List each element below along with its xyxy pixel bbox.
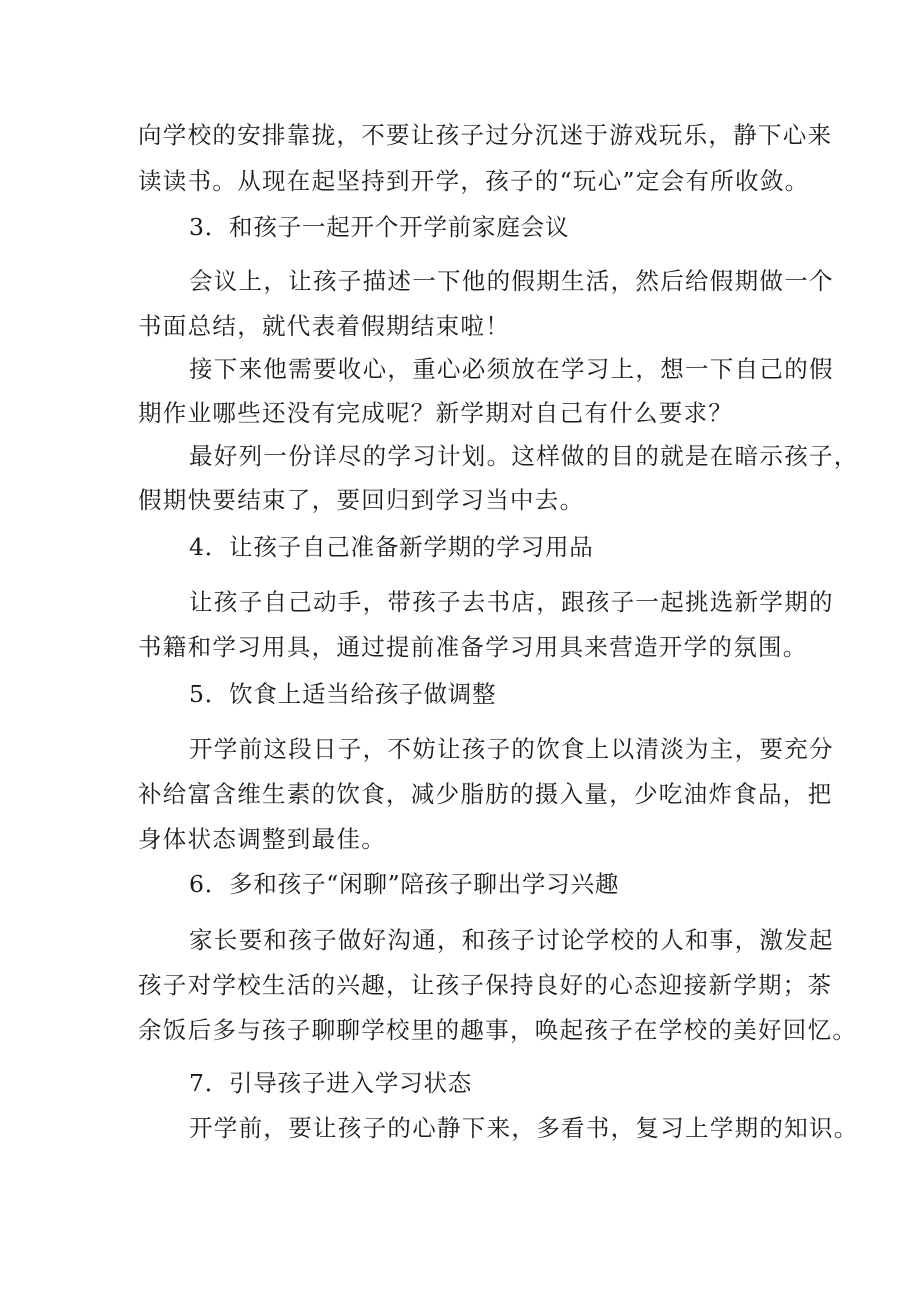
paragraph-line: 补给富含维生素的饮食，减少脂肪的摄入量，少吃油炸食品，把 [138, 780, 833, 808]
paragraph-line: 读读书。从现在起坚持到开学，孩子的“玩心”定会有所收敛。 [138, 167, 810, 195]
paragraph-line: 开学前这段日子，不妨让孩子的饮食上以清淡为主，要充分 [189, 735, 834, 763]
section-heading-7: 7．引导孩子进入学习状态 [189, 1069, 473, 1097]
paragraph-line: 期作业哪些还没有完成呢？新学期对自己有什么要求？ [138, 399, 734, 427]
paragraph-line: 孩子对学校生活的兴趣，让孩子保持良好的心态迎接新学期；茶 [138, 971, 833, 999]
paragraph-line: 接下来他需要收心，重心必须放在学习上，想一下自己的假 [189, 355, 834, 383]
section-heading-3: 3．和孩子一起开个开学前家庭会议 [189, 213, 570, 241]
section-heading-5: 5．饮食上适当给孩子做调整 [189, 680, 497, 708]
paragraph-line: 让孩子自己动手，带孩子去书店，跟孩子一起挑选新学期的 [189, 588, 834, 616]
paragraph-line: 会议上，让孩子描述一下他的假期生活，然后给假期做一个 [189, 267, 834, 295]
paragraph-line: 书面总结，就代表着假期结束啦！ [138, 312, 510, 340]
paragraph-line: 身体状态调整到最佳。 [138, 825, 386, 853]
section-heading-6: 6．多和孩子“闲聊”陪孩子聊出学习兴趣 [189, 870, 620, 898]
paragraph-line: 余饭后多与孩子聊聊学校里的趣事，唤起孩子在学校的美好回忆。 [138, 1016, 858, 1044]
paragraph-line: 书籍和学习用具，通过提前准备学习用具来营造开学的氛围。 [138, 633, 808, 661]
paragraph-line: 开学前，要让孩子的心静下来，多看书，复习上学期的知识。 [189, 1114, 859, 1142]
section-heading-4: 4．让孩子自己准备新学期的学习用品 [189, 533, 594, 561]
paragraph-line: 家长要和孩子做好沟通，和孩子讨论学校的人和事，激发起 [189, 926, 834, 954]
paragraph-line: 最好列一份详尽的学习计划。这样做的目的就是在暗示孩子， [189, 442, 859, 470]
paragraph-line: 假期快要结束了，要回归到学习当中去。 [138, 486, 585, 514]
paragraph-line: 向学校的安排靠拢，不要让孩子过分沉迷于游戏玩乐，静下心来 [138, 121, 833, 149]
